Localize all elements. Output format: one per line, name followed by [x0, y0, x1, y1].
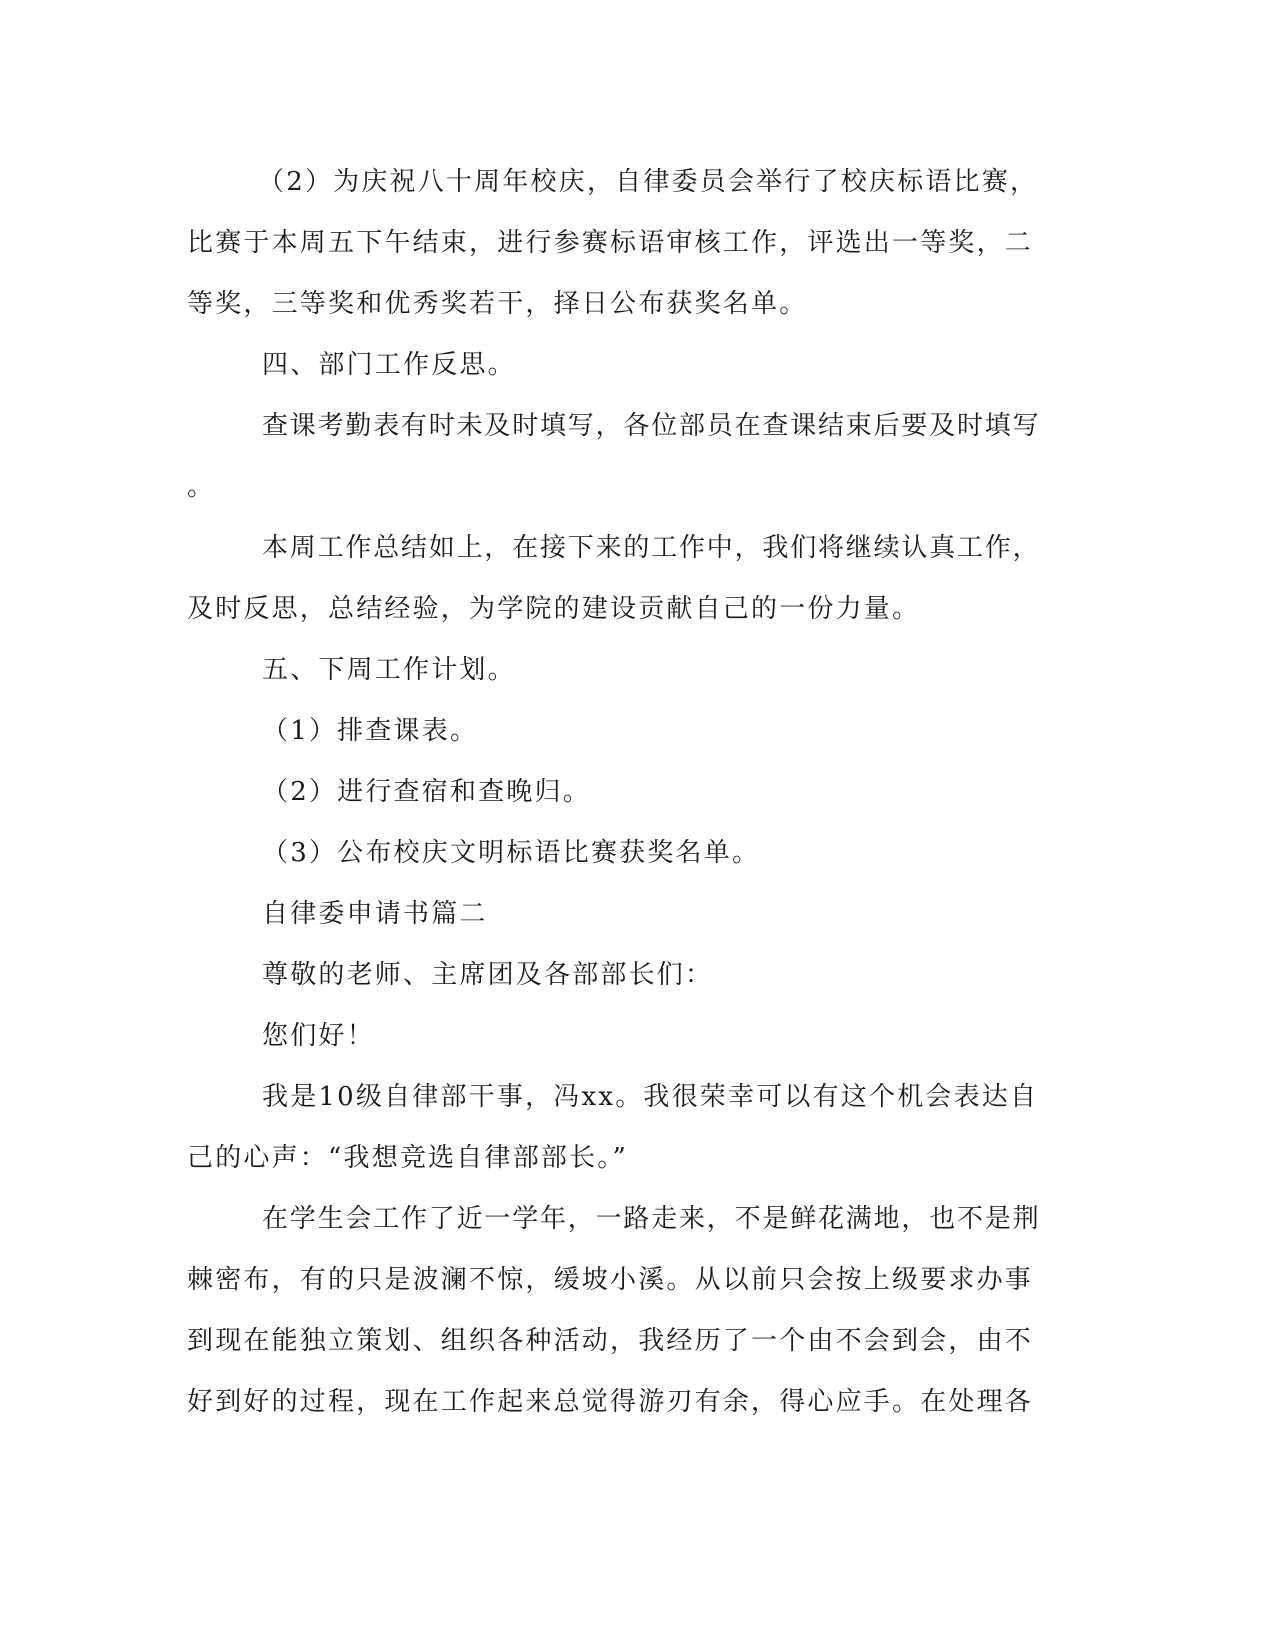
text-line: 及时反思，总结经验，为学院的建设贡献自己的一份力量。	[187, 594, 921, 624]
text-line: 到现在能独立策划、组织各种活动，我经历了一个由不会到会，由不	[187, 1326, 1034, 1356]
text-line: 比赛于本周五下午结束，进行参赛标语审核工作，评选出一等奖，二	[187, 228, 1034, 258]
section-heading: 四、部门工作反思。	[262, 350, 516, 380]
text-line: （2）为庆祝八十周年校庆，自律委员会举行了校庆标语比赛，	[258, 167, 1039, 197]
text-line: 我是10级自律部干事，冯xx。我很荣幸可以有这个机会表达自	[262, 1082, 1039, 1112]
text-line: 在学生会工作了近一学年，一路走来，不是鲜花满地，也不是荆	[262, 1204, 1041, 1234]
list-item: （2）进行查宿和查晚归。	[262, 777, 591, 807]
list-item: （3）公布校庆文明标语比赛获奖名单。	[262, 838, 761, 868]
greeting: 您们好！	[262, 1021, 375, 1051]
text-line: 己的心声：“我想竞选自律部部长。”	[187, 1143, 628, 1173]
text-line: 查课考勤表有时未及时填写，各位部员在查课结束后要及时填写	[262, 411, 1041, 441]
text-line: 棘密布，有的只是波澜不惊，缓坡小溪。从以前只会按上级要求办事	[187, 1265, 1034, 1295]
section-title: 自律委申请书篇二	[262, 899, 488, 929]
text-line: 好到好的过程，现在工作起来总觉得游刃有余，得心应手。在处理各	[187, 1387, 1034, 1417]
text-line: 等奖，三等奖和优秀奖若干，择日公布获奖名单。	[187, 289, 808, 319]
list-item: （1）排查课表。	[262, 716, 479, 746]
salutation: 尊敬的老师、主席团及各部部长们：	[262, 960, 714, 990]
section-heading: 五、下周工作计划。	[262, 655, 516, 685]
text-line: 。	[187, 472, 216, 502]
text-line: 本周工作总结如上，在接下来的工作中，我们将继续认真工作，	[262, 533, 1041, 563]
